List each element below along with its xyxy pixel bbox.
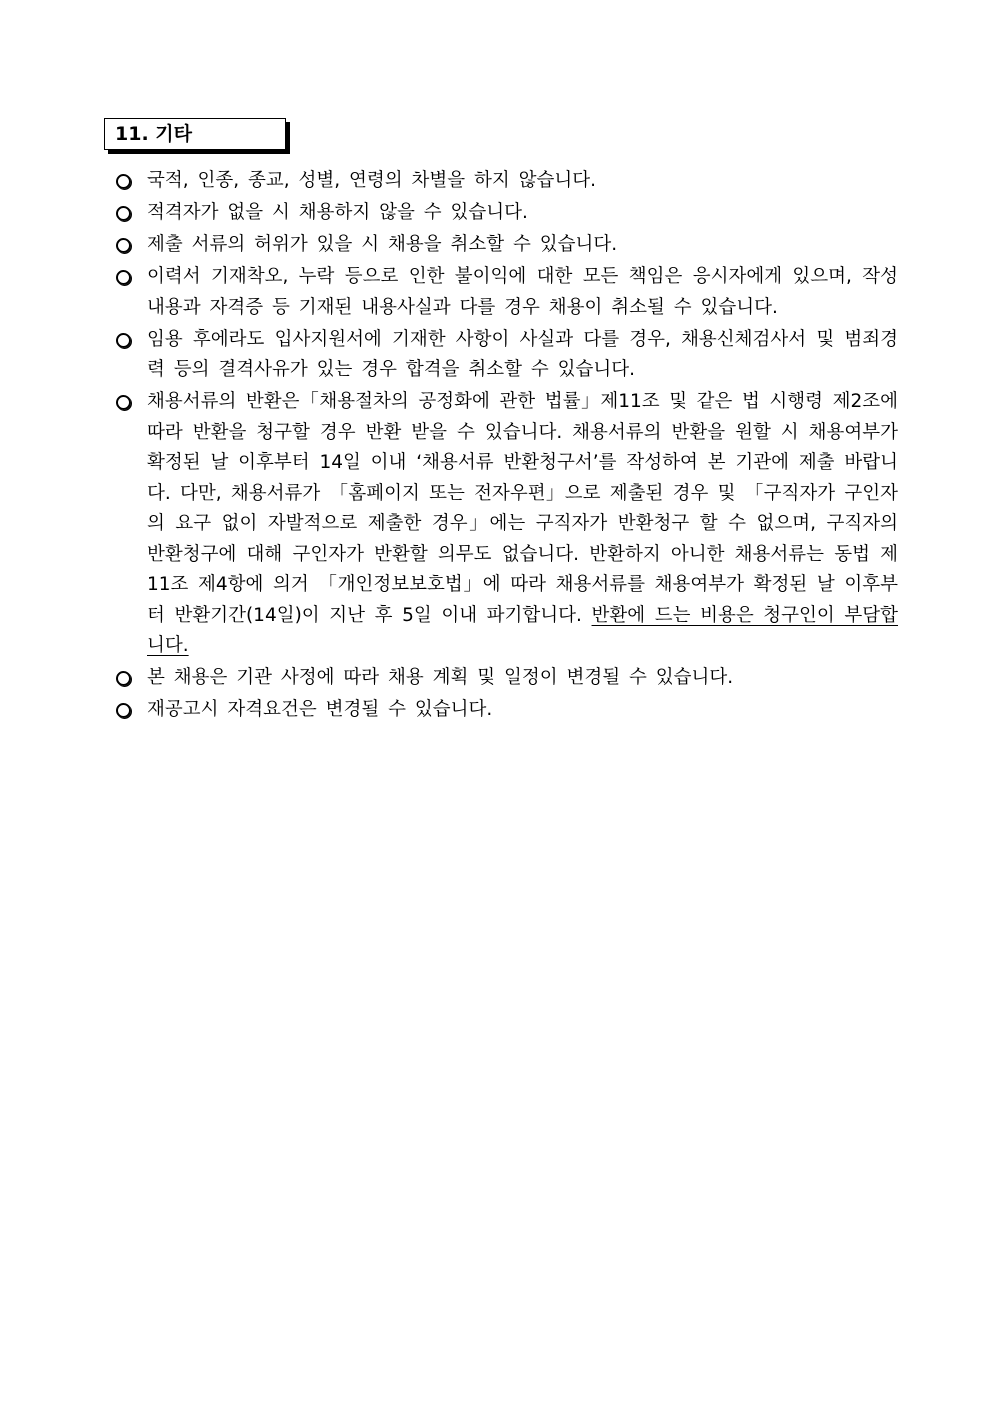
item-underlined-text: 반환에 드는 비용은 청구인이 부담합니다. <box>147 604 899 656</box>
circle-bullet-icon <box>116 333 131 348</box>
section-header-box <box>104 118 286 150</box>
circle-bullet-icon <box>116 206 131 221</box>
list-item <box>114 325 898 386</box>
circle-bullet-icon <box>116 174 131 189</box>
item-text: 제출 서류의 허위가 있을 시 채용을 취소할 수 있습니다. <box>147 234 618 255</box>
list-item <box>114 166 898 197</box>
item-text: 적격자가 없을 시 채용하지 않을 수 있습니다. <box>147 202 528 223</box>
list-item <box>114 387 898 662</box>
item-text: 국적, 인종, 종교, 성별, 연령의 차별을 하지 않습니다. <box>147 170 596 191</box>
list-item <box>114 230 898 261</box>
item-text: 채용서류의 반환은「채용절차의 공정화에 관한 법률」제11조 및 같은 법 시행령 제2조에 따라 반환을 청구할 경우 반환 받을 수 있습니다. 채용서류의 반환을 원할 시 채용여부가 확정된 날 이후부터 14일 이내 ‘채용서류 반환청구서’를 작성하여 본 기관에 제출 바랍니다. 다만, 채용서류가 「홈페이지 또는 전자우편」으로 제출된 경우 및 「구직자가 구인자의 요구 없이 자발적으로 제출한 경우」에는 구직자가 반환청구 할 수 없으며, 구직자의 반환청구에 대해 구인자가 반환할 의무도 없습니다. 반환하지 아니한 채용서류는 동법 제11조 제4항에 의거 「개인정보보호법」에 따라 채용서류를 채용여부가 확정된 날 이후부터 반환기간(14일)이 지난 후 5일 이내 파기합니다. <box>147 391 898 626</box>
section-title: 11. 기타 <box>115 123 192 145</box>
circle-bullet-icon <box>116 238 131 253</box>
item-text: 이력서 기재착오, 누락 등으로 인한 불이익에 대한 모든 책임은 응시자에게 있으며, 작성내용과 자격증 등 기재된 내용사실과 다를 경우 채용이 취소될 수 있습니다. <box>147 266 898 318</box>
circle-bullet-icon <box>116 395 131 410</box>
item-text: 재공고시 자격요건은 변경될 수 있습니다. <box>147 699 493 720</box>
list-item <box>114 695 898 726</box>
circle-bullet-icon <box>116 703 131 718</box>
circle-bullet-icon <box>116 671 131 686</box>
list-item <box>114 198 898 229</box>
list-item <box>114 663 898 694</box>
circle-bullet-icon <box>116 270 131 285</box>
list-item <box>114 262 898 323</box>
item-text: 본 채용은 기관 사정에 따라 채용 계획 및 일정이 변경될 수 있습니다. <box>147 667 734 688</box>
item-text: 임용 후에라도 입사지원서에 기재한 사항이 사실과 다를 경우, 채용신체검사서 및 범죄경력 등의 결격사유가 있는 경우 합격을 취소할 수 있습니다. <box>147 328 898 380</box>
notice-list <box>114 166 898 727</box>
